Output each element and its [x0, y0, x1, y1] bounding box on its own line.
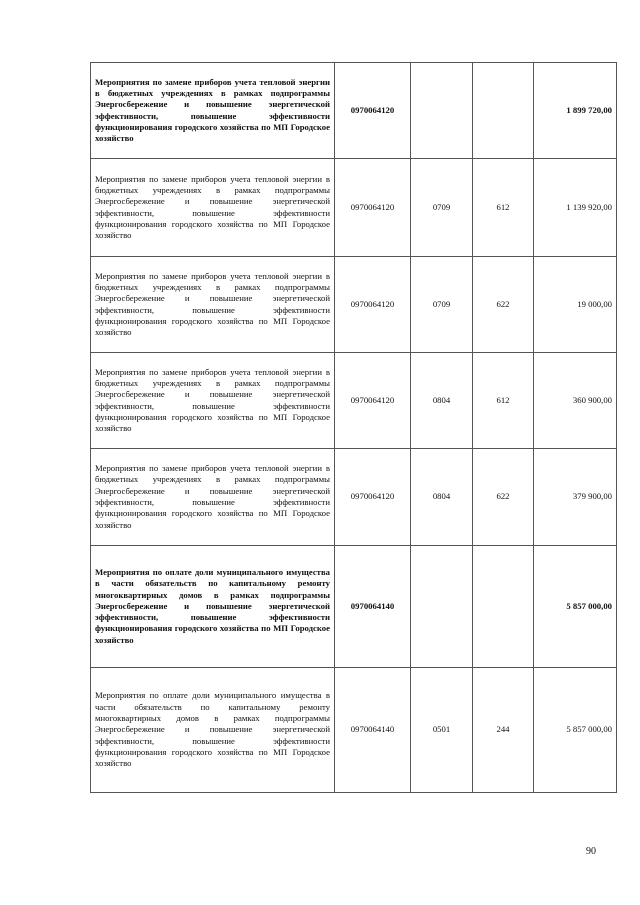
row-kcsr-cell: 0970064120 — [335, 63, 411, 159]
row-section-cell: 0709 — [411, 257, 473, 353]
row-section-cell: 0804 — [411, 353, 473, 449]
budget-table — [90, 62, 617, 793]
row-kvr-cell — [473, 63, 534, 159]
budget-table-body — [91, 63, 617, 793]
table-row — [91, 257, 617, 353]
row-name-cell: Мероприятия по замене приборов учета тепловой энергии в бюджетных учреждениях в рамках подпрограммы Энергосбережение и повышение энергетической эффективности, повышение эффективности функционирования городского хозяйства по МП Городское хозяйство — [91, 353, 335, 449]
row-amount-cell: 5 857 000,00 — [534, 668, 617, 793]
row-amount-cell: 360 900,00 — [534, 353, 617, 449]
table-row — [91, 668, 617, 793]
row-name-cell: Мероприятия по оплате доли муниципального имущества в части обязательств по капитальному ремонту многоквартирных домов в рамках подпрограммы Энергосбережение и повышение энергетической эффективности, повышение эффективности функционирования городского хозяйства по МП Городское хозяйство — [91, 546, 335, 668]
row-section-cell — [411, 63, 473, 159]
row-amount-cell: 1 899 720,00 — [534, 63, 617, 159]
page-number: 90 — [586, 846, 596, 857]
table-row — [91, 353, 617, 449]
row-name-cell: Мероприятия по оплате доли муниципального имущества в части обязательств по капитальному ремонту многоквартирных домов в рамках подпрограммы Энергосбережение и повышение энергетической эффективности, повышение эффективности функционирования городского хозяйства по МП Городское хозяйство — [91, 668, 335, 793]
row-kvr-cell — [473, 546, 534, 668]
row-kcsr-cell: 0970064120 — [335, 159, 411, 257]
row-amount-cell: 5 857 000,00 — [534, 546, 617, 668]
row-kcsr-cell: 0970064120 — [335, 353, 411, 449]
row-kvr-cell: 622 — [473, 449, 534, 546]
row-name-cell: Мероприятия по замене приборов учета тепловой энергии в бюджетных учреждениях в рамках подпрограммы Энергосбережение и повышение энергетической эффективности, повышение эффективности функционирования городского хозяйства по МП Городское хозяйство — [91, 449, 335, 546]
row-kcsr-cell: 0970064140 — [335, 546, 411, 668]
table-row — [91, 159, 617, 257]
row-kvr-cell: 612 — [473, 353, 534, 449]
row-section-cell — [411, 546, 473, 668]
row-kcsr-cell: 0970064120 — [335, 449, 411, 546]
row-kcsr-cell: 0970064120 — [335, 257, 411, 353]
row-section-cell: 0804 — [411, 449, 473, 546]
row-kcsr-cell: 0970064140 — [335, 668, 411, 793]
row-amount-cell: 379 900,00 — [534, 449, 617, 546]
row-section-cell: 0501 — [411, 668, 473, 793]
table-row — [91, 449, 617, 546]
row-kvr-cell: 244 — [473, 668, 534, 793]
row-amount-cell: 19 000,00 — [534, 257, 617, 353]
table-row — [91, 546, 617, 668]
row-section-cell: 0709 — [411, 159, 473, 257]
row-name-cell: Мероприятия по замене приборов учета тепловой энергии в бюджетных учреждениях в рамках подпрограммы Энергосбережение и повышение энергетической эффективности, повышение эффективности функционирования городского хозяйства по МП Городское хозяйство — [91, 159, 335, 257]
row-kvr-cell: 622 — [473, 257, 534, 353]
row-name-cell: Мероприятия по замене приборов учета тепловой энергии в бюджетных учреждениях в рамках подпрограммы Энергосбережение и повышение энергетической эффективности, повышение эффективности функционирования городского хозяйства по МП Городское хозяйство — [91, 63, 335, 159]
row-name-cell: Мероприятия по замене приборов учета тепловой энергии в бюджетных учреждениях в рамках подпрограммы Энергосбережение и повышение энергетической эффективности, повышение эффективности функционирования городского хозяйства по МП Городское хозяйство — [91, 257, 335, 353]
row-amount-cell: 1 139 920,00 — [534, 159, 617, 257]
row-kvr-cell: 612 — [473, 159, 534, 257]
table-row — [91, 63, 617, 159]
